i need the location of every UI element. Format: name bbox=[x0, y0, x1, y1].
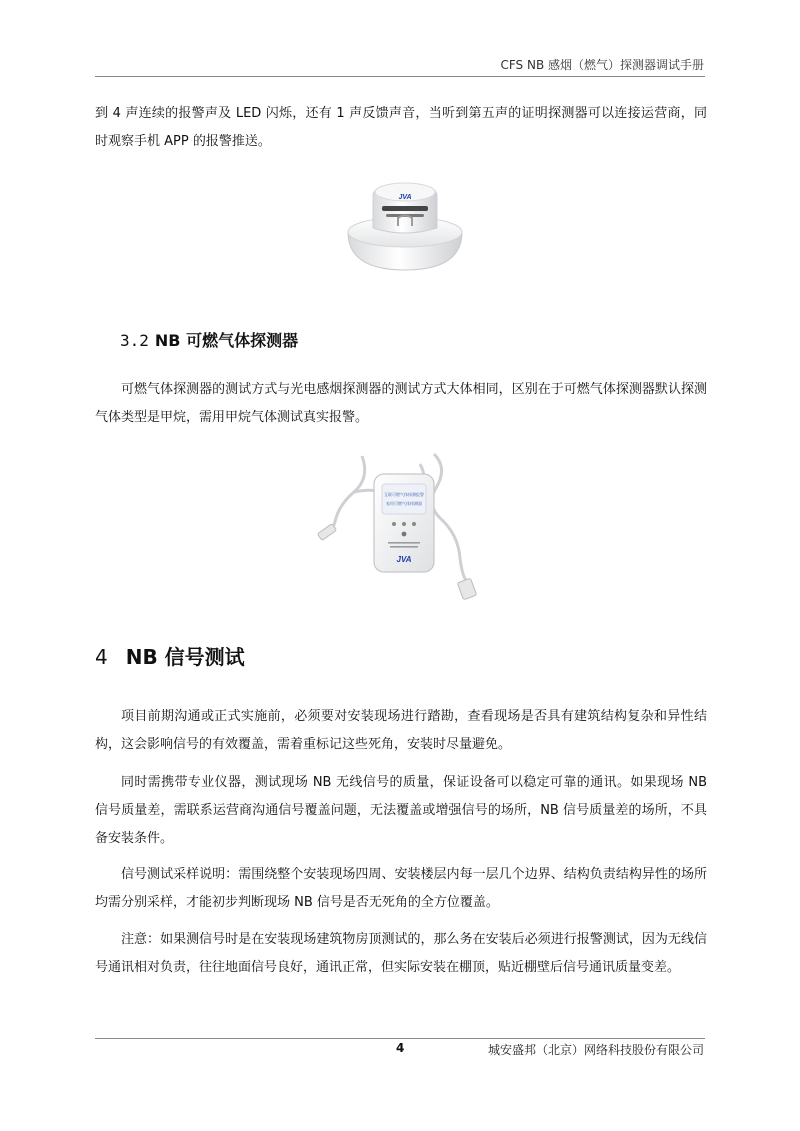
header-title: CFS NB 感烟（燃气）探测器调试手册 bbox=[500, 58, 704, 72]
section-3-2-paragraph: 可燃气体探测器的测试方式与光电感烟探测器的测试方式大体相同，区别在于可燃气体探测器默认探测气体类型是甲烷，需用甲烷气体测试真实报警。 bbox=[95, 382, 707, 425]
section-4-paragraph-3: 信号测试采样说明：需围绕整个安装现场四周、安装楼层内每一层几个边界、结构负责结构异性的场所均需分别采样，才能初步判断现场 NB 信号是否无死角的全方位覆盖。 bbox=[95, 867, 707, 910]
section-4-paragraph-4: 注意：如果测信号时是在安装现场建筑物房顶测试的，那么务在安装后必须进行报警测试，因为无线信号通讯相对负责，往往地面信号良好，通讯正常，但实际安装在棚顶，贴近棚壁后信号通讯质量变差。 bbox=[95, 932, 707, 975]
gas-detector-panel-line1: 互联可燃气体探测报警 bbox=[384, 492, 424, 497]
section-4-paragraph-2: 同时需携带专业仪器，测试现场 NB 无线信号的质量，保证设备可以稳定可靠的通讯。如果现场 NB 信号质量差，需联系运营商沟通信号覆盖问题，无法覆盖或增强信号的场所，NB 信号质量差的场所，不具备安装条件。 bbox=[95, 775, 707, 846]
section-4-title: NB 信号测试 bbox=[125, 645, 245, 669]
section-3-2-title: NB 可燃气体探测器 bbox=[154, 331, 299, 350]
intro-paragraph: 到 4 声连续的报警声及 LED 闪烁，还有 1 声反馈声音，当听到第五声的证明探测器可以连接运营商，同时观察手机 APP 的报警推送。 bbox=[95, 106, 707, 149]
gas-detector-image bbox=[310, 448, 500, 606]
company-name: 城安盛邦（北京）网络科技股份有限公司 bbox=[487, 1043, 704, 1057]
smoke-detector-logo: JVA bbox=[398, 194, 412, 201]
section-4-number: 4 bbox=[95, 645, 108, 669]
footer-divider bbox=[95, 1038, 705, 1039]
page-number: 4 bbox=[396, 1041, 405, 1055]
header-divider bbox=[95, 76, 705, 77]
section-4-paragraph-1: 项目前期沟通或正式实施前，必须要对安装现场进行踏勘，查看现场是否具有建筑结构复杂和异性结构，这会影响信号的有效覆盖，需着重标记这些死角，安装时尽量避免。 bbox=[95, 709, 707, 752]
section-3-2-number: 3.2 bbox=[120, 331, 149, 350]
section-3-2-heading bbox=[120, 328, 298, 351]
section-4-heading bbox=[95, 641, 245, 670]
gas-detector-panel-line2: 家用可燃气体探测器 bbox=[386, 501, 422, 506]
smoke-detector-image bbox=[340, 170, 470, 280]
gas-detector-logo: JVA bbox=[396, 555, 412, 564]
